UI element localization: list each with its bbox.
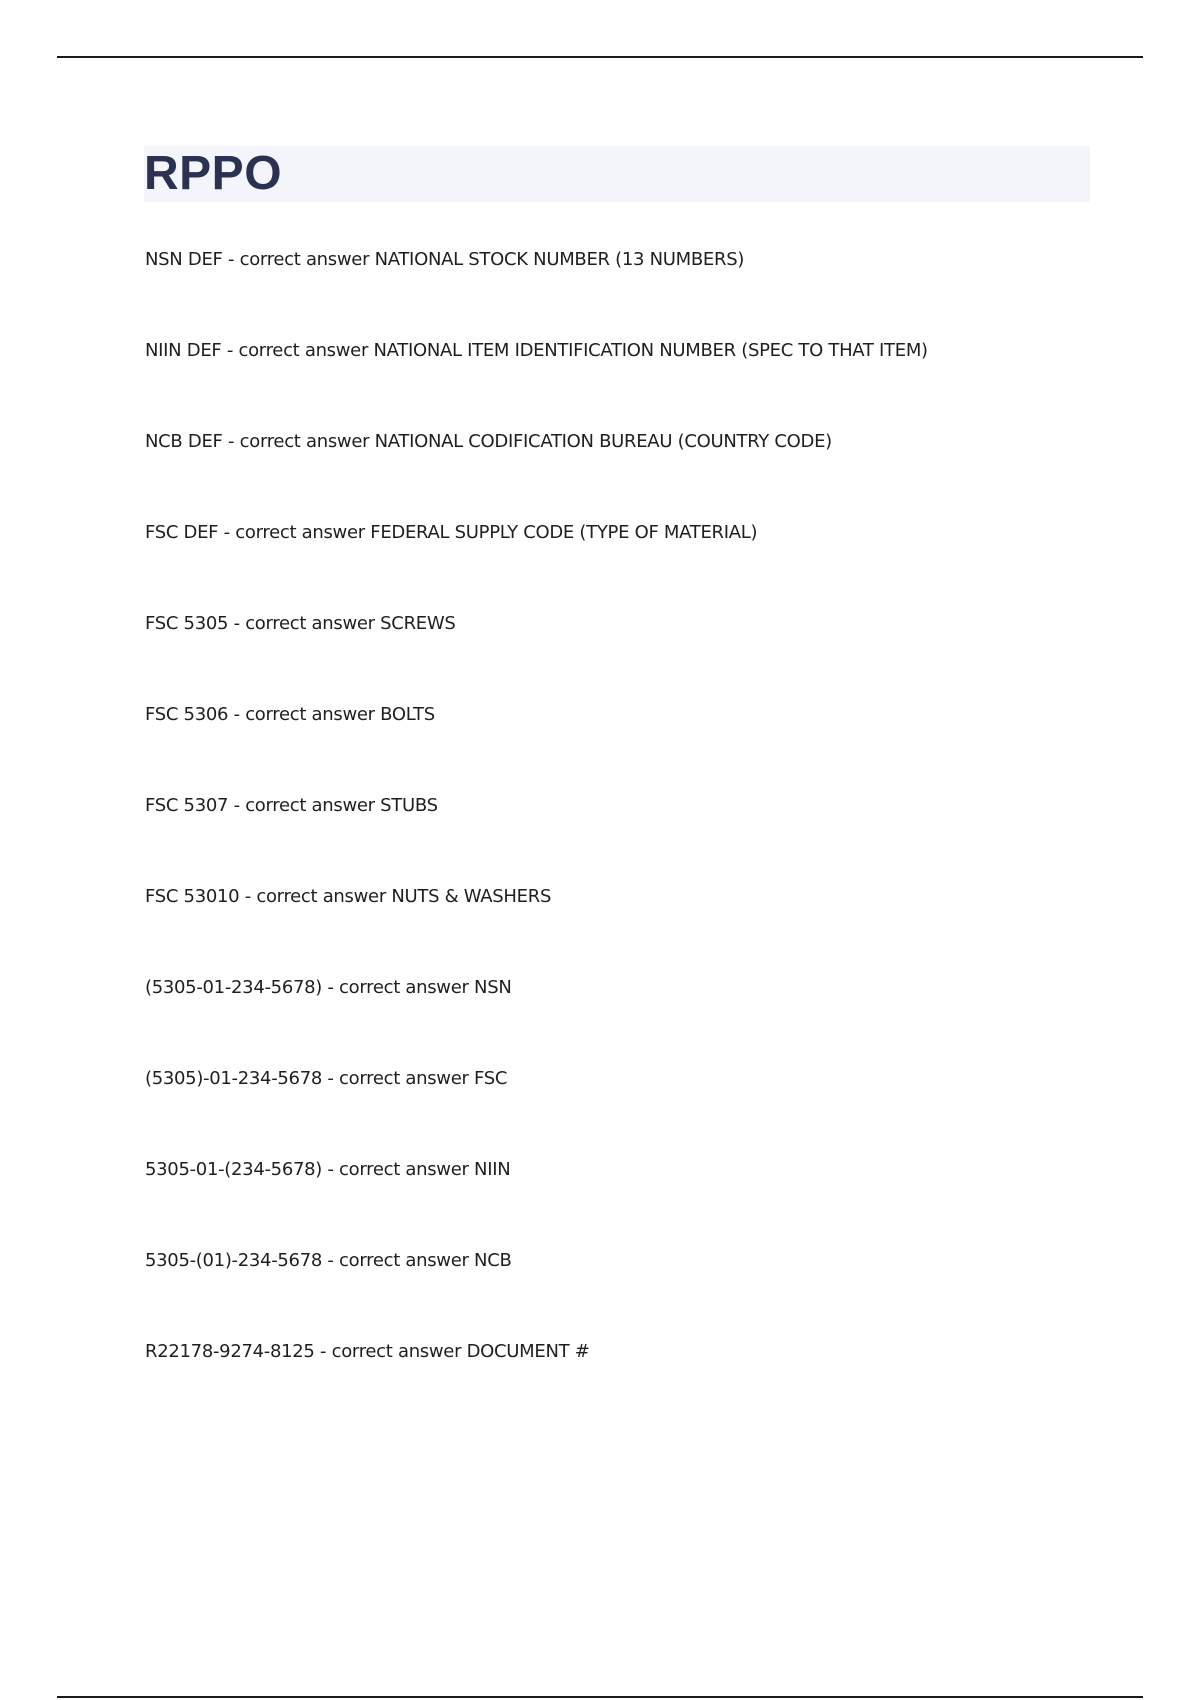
footer-rule (57, 1696, 1143, 1698)
list-item (145, 1158, 1090, 1249)
list-item (145, 1067, 1090, 1158)
question-answer-text: (5305-01-234-5678) - correct answer NSN (145, 977, 512, 998)
question-answer-text: FSC 5305 - correct answer SCREWS (145, 613, 456, 634)
question-answer-text: FSC DEF - correct answer FEDERAL SUPPLY CODE (TYPE OF MATERIAL) (145, 522, 758, 543)
question-answer-text: R22178-9274-8125 - correct answer DOCUMENT # (145, 1341, 590, 1362)
question-answer-text: FSC 5306 - correct answer BOLTS (145, 704, 435, 725)
list-item (145, 248, 1090, 339)
question-answer-text: NSN DEF - correct answer NATIONAL STOCK NUMBER (13 NUMBERS) (145, 249, 745, 270)
question-answer-text: 5305-(01)-234-5678 - correct answer NCB (145, 1250, 512, 1271)
list-item (145, 976, 1090, 1067)
question-answer-text: FSC 5307 - correct answer STUBS (145, 795, 438, 816)
question-answer-text: NIIN DEF - correct answer NATIONAL ITEM IDENTIFICATION NUMBER (SPEC TO THAT ITEM) (145, 340, 928, 361)
question-answer-text: NCB DEF - correct answer NATIONAL CODIFICATION BUREAU (COUNTRY CODE) (145, 431, 832, 452)
question-answer-text: FSC 53010 - correct answer NUTS & WASHERS (145, 886, 552, 907)
title-band (144, 146, 1090, 202)
list-item (145, 703, 1090, 794)
list-item (145, 1249, 1090, 1340)
question-answer-text: 5305-01-(234-5678) - correct answer NIIN (145, 1159, 511, 1180)
list-item (145, 430, 1090, 521)
list-item (145, 612, 1090, 703)
list-item (145, 339, 1090, 430)
document-title: RPPO (144, 147, 283, 200)
list-item (145, 885, 1090, 976)
question-answer-text: (5305)-01-234-5678 - correct answer FSC (145, 1068, 508, 1089)
list-item (145, 1340, 1090, 1431)
header-rule (57, 56, 1143, 58)
question-list (145, 248, 1090, 1431)
list-item (145, 521, 1090, 612)
list-item (145, 794, 1090, 885)
